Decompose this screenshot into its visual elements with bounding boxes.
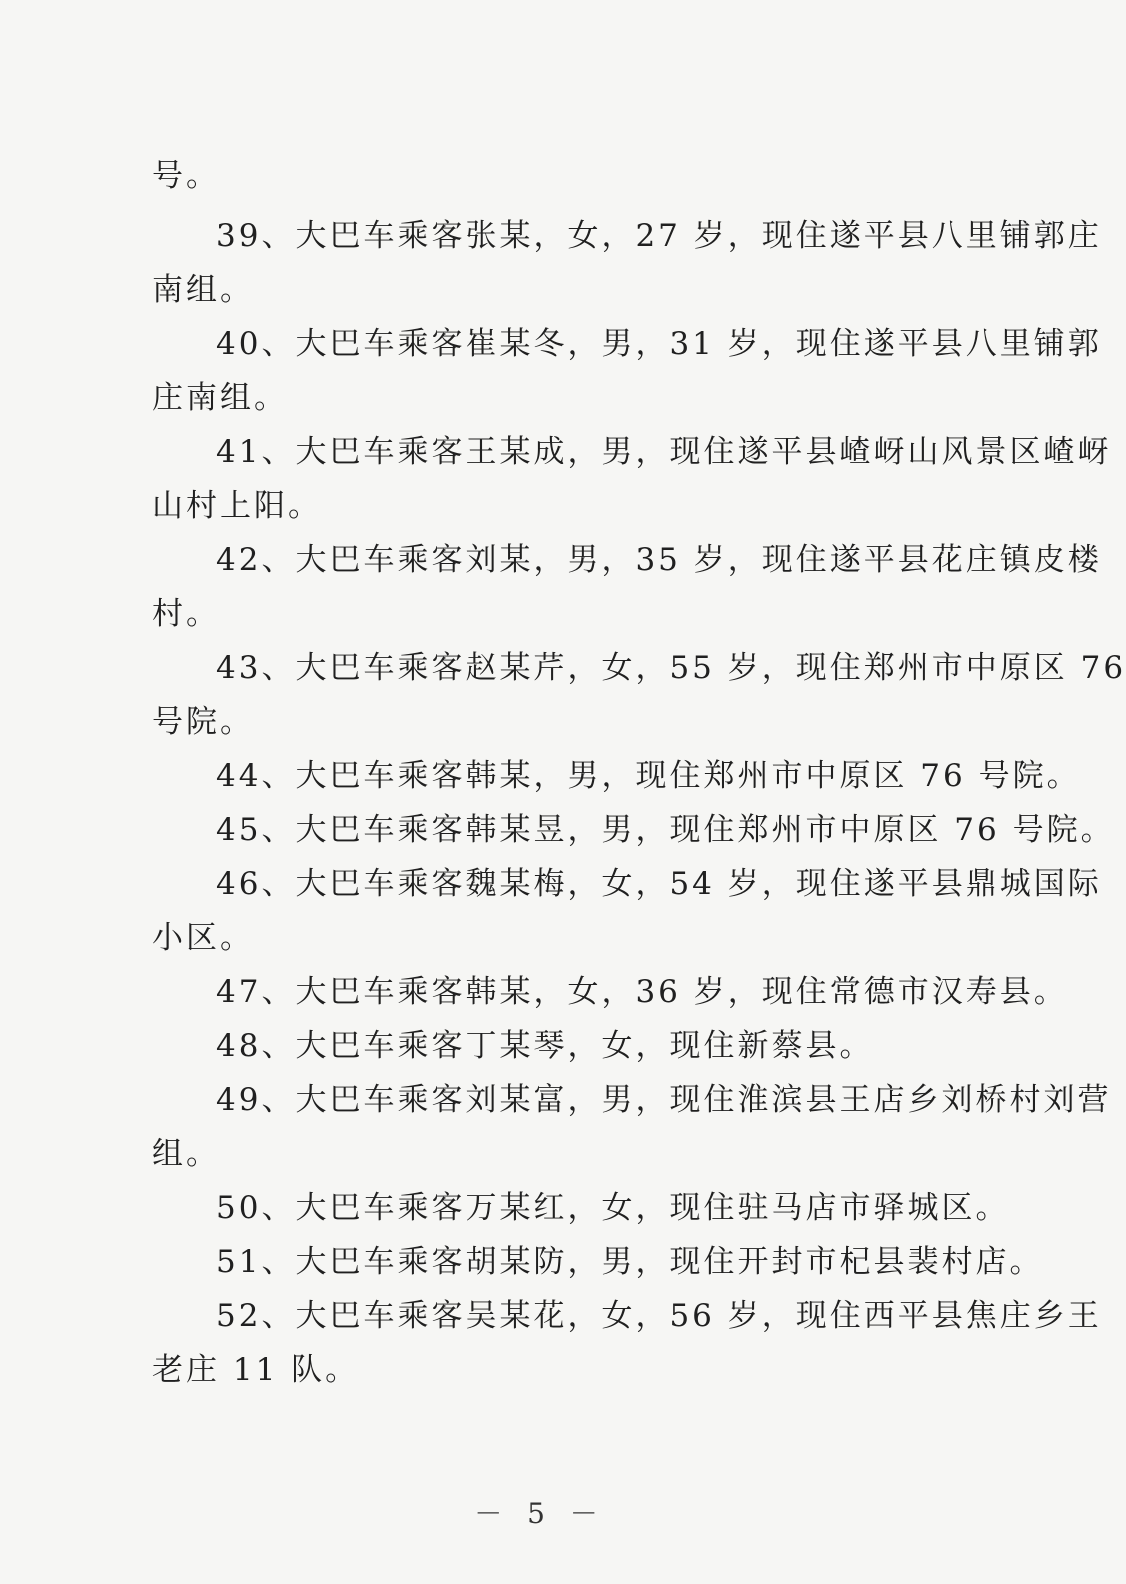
text-line: 号。: [152, 158, 220, 194]
entry-44: 44、大巴车乘客韩某，男，现住郑州市中原区 76 号院。: [216, 758, 1081, 794]
entry-43-line-2: 号院。: [152, 704, 254, 740]
entry-43-line-1: 43、大巴车乘客赵某芹，女，55 岁，现住郑州市中原区 76: [216, 650, 1126, 686]
entry-45: 45、大巴车乘客韩某昱，男，现住郑州市中原区 76 号院。: [216, 812, 1115, 848]
entry-51: 51、大巴车乘客胡某防，男，现住开封市杞县裴村店。: [216, 1244, 1044, 1280]
page-number: － 5 －: [474, 1497, 606, 1530]
entry-39-line-1: 39、大巴车乘客张某，女，27 岁，现住遂平县八里铺郭庄: [216, 218, 1102, 254]
entry-48: 48、大巴车乘客丁某琴，女，现住新蔡县。: [216, 1028, 874, 1064]
entry-50: 50、大巴车乘客万某红，女，现住驻马店市驿城区。: [216, 1190, 1010, 1226]
entry-49-line-1: 49、大巴车乘客刘某富，男，现住淮滨县王店乡刘桥村刘营: [216, 1082, 1112, 1118]
entry-40-line-2: 庄南组。: [152, 380, 288, 416]
entry-40-line-1: 40、大巴车乘客崔某冬，男，31 岁，现住遂平县八里铺郭: [216, 326, 1102, 362]
entry-39-line-2: 南组。: [152, 272, 254, 308]
entry-49-line-2: 组。: [152, 1136, 220, 1172]
entry-46-line-1: 46、大巴车乘客魏某梅，女，54 岁，现住遂平县鼎城国际: [216, 866, 1102, 902]
entry-41-line-2: 山村上阳。: [152, 488, 322, 524]
entry-42-line-1: 42、大巴车乘客刘某，男，35 岁，现住遂平县花庄镇皮楼: [216, 542, 1102, 578]
entry-47: 47、大巴车乘客韩某，女，36 岁，现住常德市汉寿县。: [216, 974, 1068, 1010]
entry-42-line-2: 村。: [152, 596, 220, 632]
entry-52-line-2: 老庄 11 队。: [152, 1352, 360, 1388]
entry-52-line-1: 52、大巴车乘客吴某花，女，56 岁，现住西平县焦庄乡王: [216, 1298, 1102, 1334]
entry-41-line-1: 41、大巴车乘客王某成，男，现住遂平县嵖岈山风景区嵖岈: [216, 434, 1112, 470]
entry-46-line-2: 小区。: [152, 920, 254, 956]
